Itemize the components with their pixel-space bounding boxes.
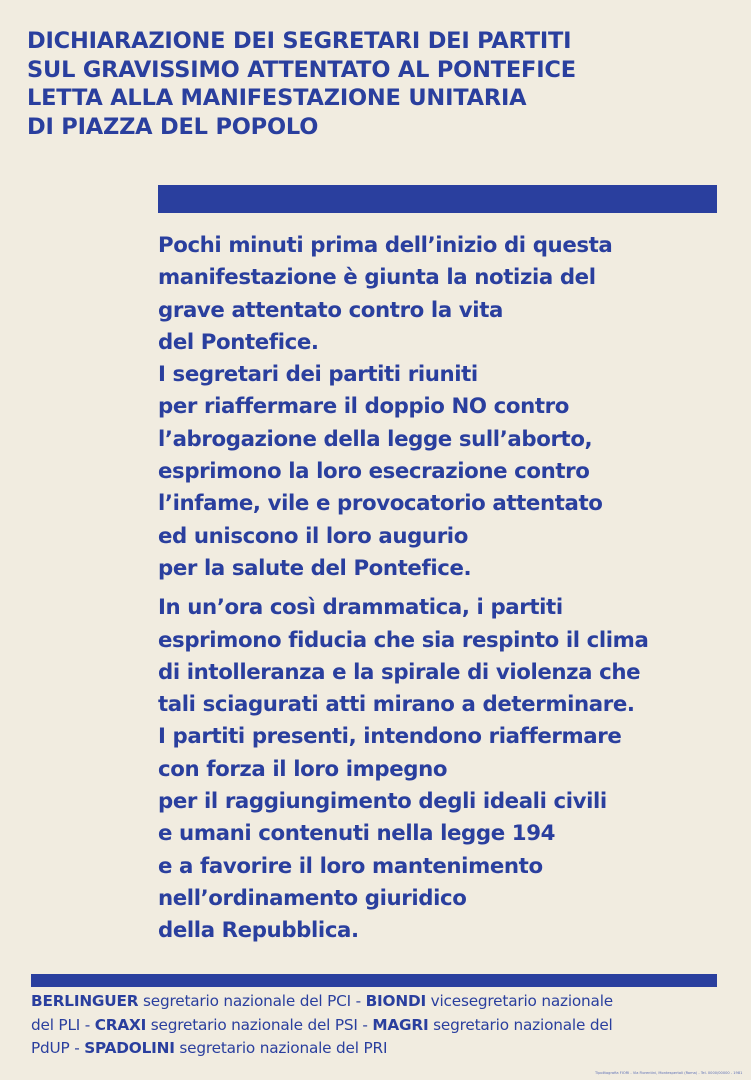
poster-title: [27, 27, 737, 141]
signatory-name-craxi: CRAXI: [94, 1015, 147, 1034]
statement-line: I partiti presenti, intendono riaffermare: [158, 724, 622, 750]
signatories-line-2: [31, 1014, 731, 1038]
statement-line: per riaffermare il doppio NO contro: [158, 394, 569, 420]
statement-line: di intolleranza e la spirale di violenza che: [158, 659, 641, 685]
statement-line: ed uniscono il loro augurio: [158, 523, 468, 549]
statement-line: esprimono la loro esecrazione contro: [158, 459, 590, 485]
signatory-name-berlinguer: BERLINGUER: [31, 992, 139, 1010]
statement-line: nell’ordinamento giuridico: [158, 885, 467, 911]
statement-line: del Pontefice.: [158, 329, 319, 355]
statement-line: manifestazione è giunta la notizia del: [158, 265, 596, 291]
title-line: DICHIARAZIONE DEI SEGRETARI DEI PARTITI: [27, 28, 572, 54]
signatory-role: del PLI -: [31, 1015, 95, 1034]
signatory-name-biondi: BIONDI: [365, 992, 426, 1010]
statement-line: In un’ora così drammatica, i partiti: [158, 595, 563, 621]
statement-line: per la salute del Pontefice.: [158, 555, 472, 581]
signatory-name-magri: MAGRI: [372, 1015, 429, 1034]
statement-line: della Repubblica.: [158, 918, 359, 944]
statement-line: con forza il loro impegno: [158, 756, 448, 782]
signatory-role: segretario nazionale del PSI -: [146, 1015, 373, 1034]
statement-line: tali sciagurati atti mirano a determinare.: [158, 692, 635, 718]
statement-body: [158, 230, 738, 948]
statement-line: esprimono fiducia che sia respinto il clima: [158, 627, 649, 653]
title-line: LETTA ALLA MANIFESTAZIONE UNITARIA: [27, 85, 527, 111]
signatory-name-spadolini: SPADOLINI: [84, 1039, 175, 1057]
statement-paragraph-2: [158, 592, 738, 947]
title-line: DI PIAZZA DEL POPOLO: [27, 113, 319, 140]
signatories-line-3: [31, 1037, 731, 1061]
signatory-role: segretario nazionale del: [428, 1015, 613, 1034]
printer-credit: Tipolitografia FIORI - Via Fiorentini, Montespertoli (Roma) - Tel. 0000/00000 - 1981: [595, 1071, 743, 1075]
statement-line: e a favorire il loro mantenimento: [158, 853, 543, 879]
signatory-role: segretario nazionale del PRI: [174, 1039, 388, 1057]
statement-line: Pochi minuti prima dell’inizio di questa: [158, 233, 613, 258]
statement-line: e umani contenuti nella legge 194: [158, 821, 556, 847]
signatories-block: [31, 990, 731, 1061]
signatory-role: vicesegretario nazionale: [425, 992, 613, 1010]
bottom-divider-bar: [31, 974, 717, 987]
statement-line: I segretari dei partiti riuniti: [158, 362, 478, 388]
statement-paragraph-1: [158, 230, 738, 585]
statement-line: grave attentato contro la vita: [158, 297, 503, 323]
signatory-role: segretario nazionale del PCI -: [138, 992, 366, 1010]
signatory-role: PdUP -: [31, 1039, 85, 1057]
signatories-line-1: [31, 990, 731, 1014]
top-divider-bar: [158, 185, 717, 213]
statement-line: l’infame, vile e provocatorio attentato: [158, 491, 603, 517]
title-line: SUL GRAVISSIMO ATTENTATO AL PONTEFICE: [27, 56, 576, 83]
statement-line: per il raggiungimento degli ideali civili: [158, 789, 607, 815]
statement-line: l’abrogazione della legge sull’aborto,: [158, 426, 593, 452]
